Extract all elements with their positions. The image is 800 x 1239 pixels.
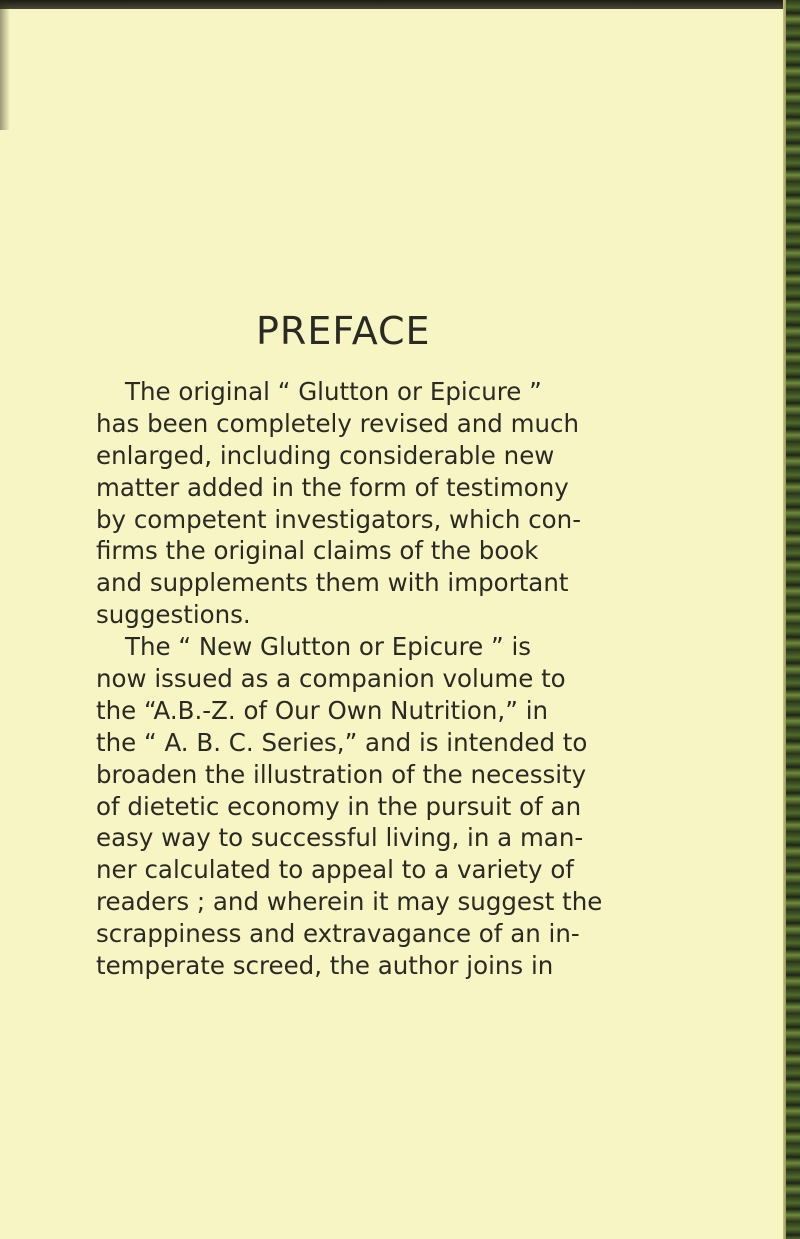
top-edge-shadow — [0, 0, 800, 9]
text-line: scrappiness and extravagance of an in- — [96, 919, 580, 949]
text-line: enlarged, including considerable new — [96, 440, 555, 470]
preface-text — [96, 376, 616, 982]
text-line: the “ A. B. C. Series,” and is intended to — [96, 727, 588, 757]
text-line: matter added in the form of testimony — [96, 472, 569, 502]
text-line: and supplements them with important — [96, 568, 569, 598]
text-line: by competent investigators, which con- — [96, 504, 582, 534]
text-line: of dietetic economy in the pursuit of an — [96, 791, 582, 821]
text-line: readers ; and wherein it may suggest the — [96, 887, 603, 917]
book-cover-edge — [786, 0, 800, 1239]
text-line: now issued as a companion volume to — [96, 664, 566, 694]
text-line: broaden the illustration of the necessity — [96, 759, 587, 789]
text-line: the “A.B.-Z. of Our Own Nutrition,” in — [96, 695, 549, 725]
text-line: The “ New Glutton or Epicure ” is — [125, 632, 532, 662]
text-line: firms the original claims of the book — [96, 536, 539, 566]
text-line: suggestions. — [96, 600, 251, 630]
text-line: has been completely revised and much — [96, 408, 580, 438]
text-line: ner calculated to appeal to a variety of — [96, 855, 574, 885]
left-edge-shadow — [0, 0, 10, 130]
text-line: temperate screed, the author joins in — [96, 951, 554, 981]
text-line: easy way to successful living, in a man- — [96, 823, 584, 853]
page-heading: PREFACE — [256, 309, 431, 353]
text-line: The original “ Glutton or Epicure ” — [125, 377, 542, 406]
